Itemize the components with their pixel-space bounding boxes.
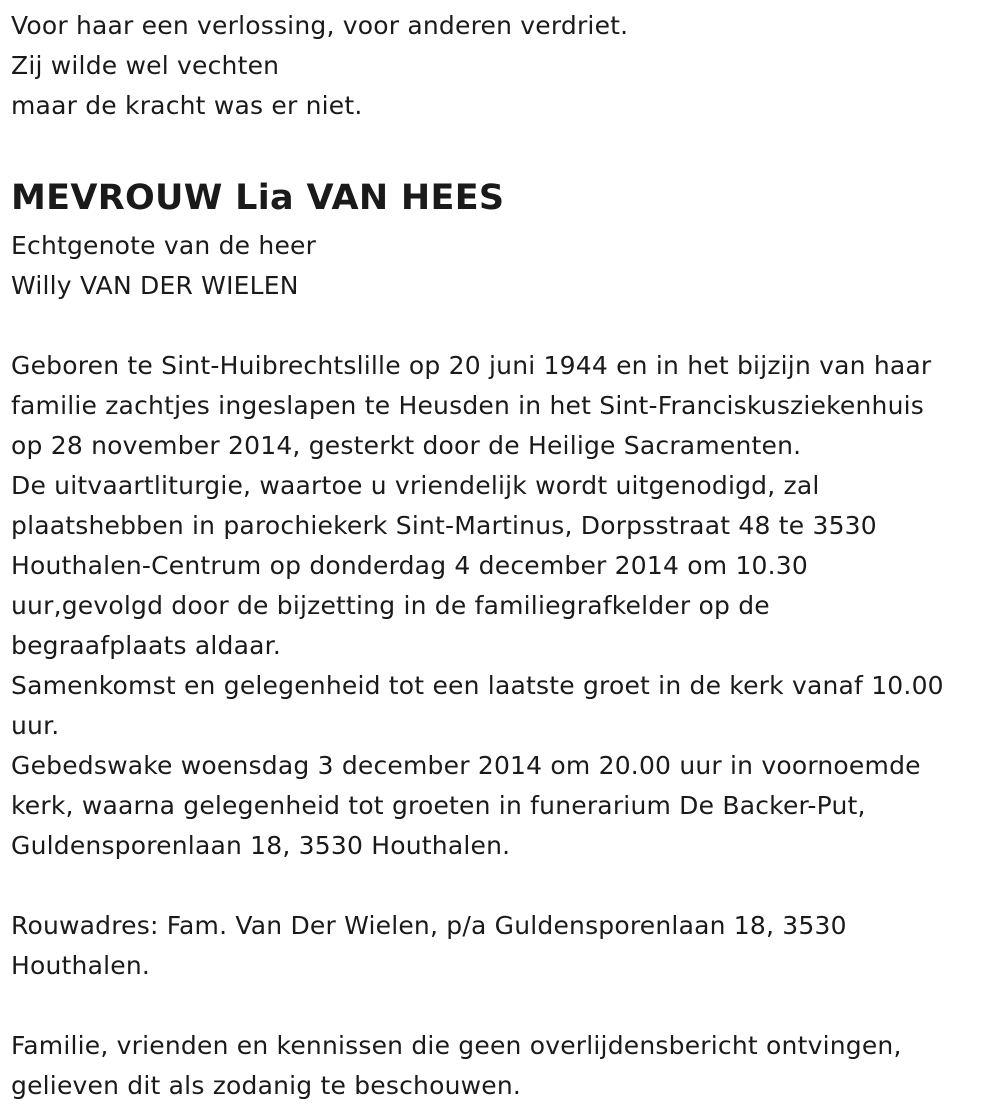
poem (11, 6, 996, 126)
obituary-document (11, 6, 996, 1106)
details-line: op 28 november 2014, gesterkt door de Heilige Sacramenten. (11, 431, 802, 460)
spacer (11, 126, 996, 166)
spouse-line: Echtgenote van de heer (11, 231, 317, 260)
address-block (11, 906, 996, 986)
closing-block (11, 1026, 996, 1106)
spacer (11, 306, 996, 346)
poem-line: maar de kracht was er niet. (11, 91, 363, 120)
details-line: uur. (11, 711, 60, 740)
poem-line: Zij wilde wel vechten (11, 51, 280, 80)
details-line: Geboren te Sint-Huibrechtslille op 20 juni 1944 en in het bijzijn van haar (11, 351, 932, 380)
poem-line: Voor haar een verlossing, voor anderen verdriet. (11, 11, 629, 40)
closing-line: gelieven dit als zodanig te beschouwen. (11, 1071, 522, 1100)
address-line: Houthalen. (11, 951, 151, 980)
address-line: Rouwadres: Fam. Van Der Wielen, p/a Guldensporenlaan 18, 3530 (11, 911, 847, 940)
details-line: familie zachtjes ingeslapen te Heusden in het Sint-Franciskusziekenhuis (11, 391, 924, 420)
details-line: plaatshebben in parochiekerk Sint-Martinus, Dorpsstraat 48 te 3530 (11, 511, 877, 540)
spacer (11, 866, 996, 906)
details-line: De uitvaartliturgie, waartoe u vriendelijk wordt uitgenodigd, zal (11, 471, 820, 500)
details-line: Gebedswake woensdag 3 december 2014 om 20.00 uur in voornoemde (11, 751, 921, 780)
spouse-block (11, 226, 996, 306)
deceased-name: MEVROUW Lia VAN HEES (11, 178, 505, 218)
details-line: Guldensporenlaan 18, 3530 Houthalen. (11, 831, 511, 860)
spouse-line: Willy VAN DER WIELEN (11, 271, 299, 300)
details-line: kerk, waarna gelegenheid tot groeten in funerarium De Backer-Put, (11, 791, 866, 820)
details-line: Samenkomst en gelegenheid tot een laatste groet in de kerk vanaf 10.00 (11, 671, 944, 700)
details-line: uur,gevolgd door de bijzetting in de familiegrafkelder op de (11, 591, 770, 620)
details-block (11, 346, 996, 866)
details-line: Houthalen-Centrum op donderdag 4 december 2014 om 10.30 (11, 551, 809, 580)
spacer (11, 986, 996, 1026)
details-line: begraafplaats aldaar. (11, 631, 281, 660)
closing-line: Familie, vrienden en kennissen die geen overlijdensbericht ontvingen, (11, 1031, 902, 1060)
